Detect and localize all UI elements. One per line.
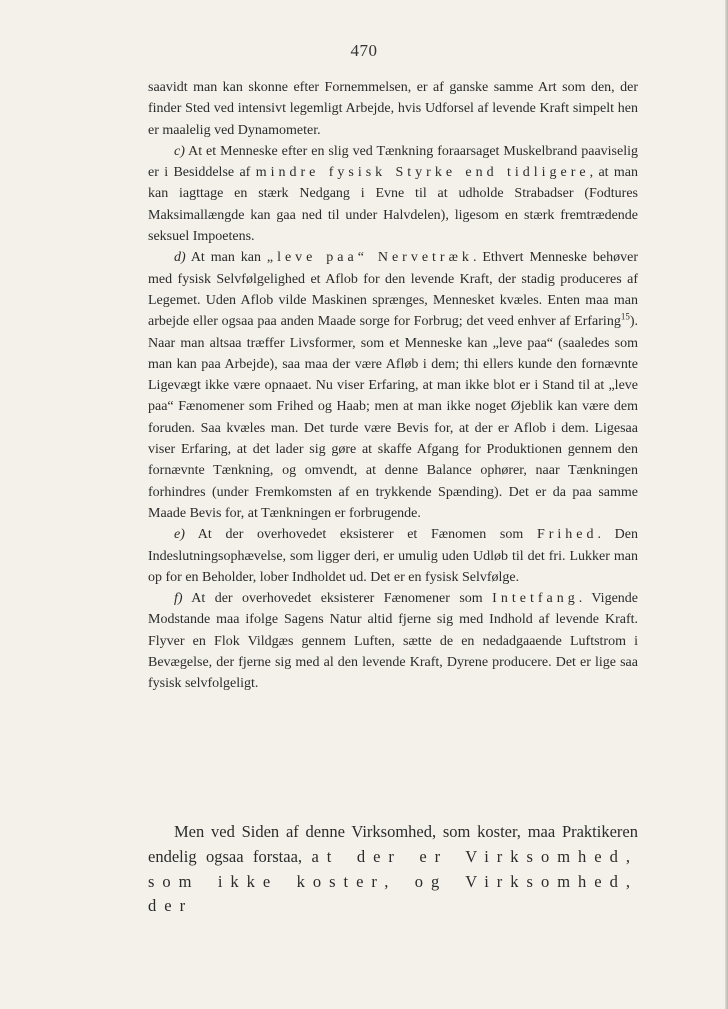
paragraph-text: At der overhovedet eksisterer et Fænomen som bbox=[197, 527, 524, 543]
item-label-f: f) bbox=[174, 591, 183, 607]
paragraph-text: . Den Indeslutningsophævelse, som ligger deri, er umulig uden Udløb til det fri. Lukker man op for en Beholder, lober Indholdet ud. Det er en fysisk Selvfølge. bbox=[148, 527, 639, 585]
paragraph-text: Men ved Siden af denne Virksomhed, som koster, maa Praktikeren endelig ogsaa forstaa, bbox=[148, 822, 638, 866]
item-label-c: c) bbox=[174, 143, 185, 159]
item-label-d: d) bbox=[174, 250, 186, 266]
page-number: 470 bbox=[350, 41, 378, 60]
spaced-emphasis: Frihed bbox=[536, 527, 598, 543]
paragraph-text: . Ethvert Menneske behøver med fysisk Selvfølgelighed et Aflob for den levende Kraft, der stadig produceres af Legemet. Uden Aflob vilde Maskinen sprænges, Mennesket kvæles. Enten maa man arbejde eller ogsaa paa anden Maade sorge for Forbrug; det veed enhver af Erfaring bbox=[148, 250, 638, 330]
spaced-emphasis: mindre fysisk Styrke end tidligere bbox=[255, 165, 590, 181]
footnote-ref[interactable]: 15 bbox=[620, 311, 630, 322]
spaced-emphasis: Intetfang bbox=[492, 591, 579, 607]
item-label-e: e) bbox=[174, 527, 185, 543]
paragraph-text: At der overhovedet eksisterer Fænomener som bbox=[191, 591, 483, 607]
paragraph-text: ). Naar man altsaa træffer Livsformer, som et Menneske kan „leve paa“ (saaledes som man kan paa Arbejde), saa maa der være Afløb i dem; thi ellers kunde den fornævnte Ligevægt ikke være opnaaet. Nu viser Erfaring, at man ikke blot er i Stand til at „leve paa“ Fænomener som Frihed og Haab; men at man ikke noget Øjeblik kan være dem foruden. Saa kvæles man. Det turde være Bevis for, at der er Aflob i dem. Ligesaa viser Erfaring, at det lader sig gøre at skaffe Afgang for Produktionen gennem den fornævnte Tænkning, og omvendt, at denne Balance ophører, naar Tænkningen forhindres (under Fremkomsten af en trykkende Spænding). Det er da paa samme Maade Bevis for, at Tænkningen er forbrugende. bbox=[148, 314, 638, 521]
paragraph-continuation bbox=[148, 77, 638, 141]
paragraph-d bbox=[148, 247, 638, 524]
paragraph-text: , at man kan iagttage en stærk Nedgang i Evne til at udholde Strabadser (Fodtures Maksimallængde kan gaa ned til under Halvdelen), ligesom en stærk fremtrædende seksuel Impoetens. bbox=[148, 165, 639, 245]
paragraph-text: At man kan bbox=[190, 250, 261, 266]
paragraph-e bbox=[148, 524, 638, 588]
spaced-emphasis: at der er Virksomhed, som ikke koster, og Virksomhed, der bbox=[148, 846, 638, 916]
large-text-block bbox=[148, 820, 638, 919]
paragraph-text: At et Menneske efter en slig ved Tænkning foraarsaget Muskelbrand paaviselig er i Besiddelse af bbox=[148, 143, 639, 181]
body-text bbox=[148, 77, 638, 695]
spaced-emphasis: „leve paa“ Nervetræk bbox=[266, 250, 473, 266]
paragraph-c bbox=[148, 141, 638, 247]
paragraph-large bbox=[148, 820, 638, 919]
paragraph-text: saavidt man kan skonne efter Fornemmelsen, er af ganske samme Art som den, der finder Sted ved intensivt legemligt Arbejde, hvis Udforsel af levende Kraft simpelt hen er maalelig ved Dynamometer. bbox=[148, 80, 638, 138]
paragraph-text: . Vigende Modstande maa ifolge Sagens Natur altid fjerne sig med Indhold af levende Kraft. Flyver en Flok Vildgæs gennem Luften, sætte de en nedadgaaende Luftstrom i Bevægelse, der fjerne sig med al den levende Kraft, Dyrene producere. Det er lige saa fysisk selvfolgeligt. bbox=[148, 591, 638, 692]
paragraph-f bbox=[148, 588, 638, 694]
